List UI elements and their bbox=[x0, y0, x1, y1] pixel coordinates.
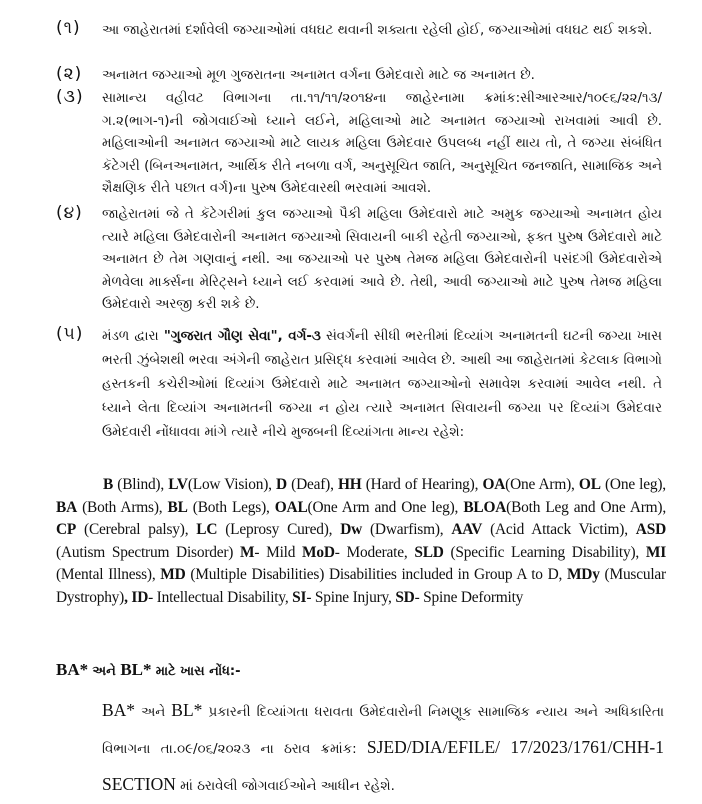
item-text: અનામત જગ્યાઓ મૂળ ગુજરાતના અનામત વર્ગના ઉમેદવારો માટે જ અનામત છે. bbox=[102, 68, 535, 83]
item-text-lead: મંડળ દ્વારા bbox=[102, 329, 164, 344]
disability-code: OL bbox=[578, 476, 601, 493]
disability-code: OA bbox=[482, 476, 506, 493]
item-number: (૨) bbox=[56, 64, 83, 84]
disability-desc: - Intellectual Disability, bbox=[148, 588, 293, 606]
disability-desc: (Hard of Hearing), bbox=[361, 476, 483, 493]
disability-desc: (Specific Learning Disability), bbox=[443, 543, 646, 561]
disability-code: M bbox=[240, 543, 255, 561]
service-name: "ગુજરાત ગૌણ સેવા", વર્ગ-૩ bbox=[163, 329, 321, 344]
note-title-part: BL* bbox=[120, 660, 156, 679]
disability-code: SLD bbox=[414, 543, 444, 561]
disability-desc: (Multiple Disabilities) Disabilities included in Group A to D, bbox=[185, 566, 567, 584]
item-text: જાહેરાતમાં જે તે કૅટેગરીમાં કુલ જગ્યાઓ પૈકી મહિલા ઉમેદવારો માટે અમુક જગ્યાઓ અનામત હોય ત્યારે મહિલા ઉમેદવારોની અનામત જગ્યાઓ સિવાયની બાકી રહેતી જગ્યાઓ, ફક્ત પુરુષ ઉમેદવારો માટે અનામત છે તેમ ગણવાનું નથી. આ જગ્યાઓ પર પુરુષ તેમજ મહિલા ઉમેદવારોની પસંદગી ઉમેદવારોએ મેળવેલા માર્ક્સના મેરિટ્સને ધ્યાને લઈ કરવામાં આવે છે. તેથી, આવી જગ્યાઓ માટે પુરુષ તેમજ મહિલા ઉમેદવારો અરજી કરી શકે છે. bbox=[102, 207, 662, 312]
disability-desc: (Acid Attack Victim), bbox=[482, 521, 636, 539]
item-text: સામાન્ય વહીવટ વિભાગના તા.૧૧/૧૧/૨૦૧૪ના જાહેરનામા ક્રમાંક:સીઆરઆર/૧૦૯૬/૨૨/૧૩/ગ.૨(ભાગ-૧)ની જોગવાઈઓ ધ્યાને લઈને, મહિલાઓ માટે અનામત જગ્યાઓ રાખવામાં આવી છે. મહિલાઓની અનામત જગ્યાઓ માટે લાયક મહિલા ઉમેદવાર ઉપલબ્ધ નહીં થાય તો, તે જગ્યા સંબંધિત કૅટેગરી (બિનઅનામત, આર્થિક રીતે નબળા વર્ગ, અનુસૂચિત જાતિ, અનુસૂચિત જનજાતિ, સામાજિક અને શૈક્ષણિક રીતે પછાત વર્ગ)ના પુરુષ ઉમેદવારથી ભરવામાં આવશે. bbox=[102, 91, 662, 196]
disability-desc: (Autism Spectrum Disorder) bbox=[56, 543, 241, 561]
disability-desc: - Mild bbox=[254, 543, 303, 561]
special-note-heading bbox=[56, 660, 240, 680]
disability-desc: (Blind), bbox=[113, 476, 169, 493]
disability-desc: (Cerebral palsy), bbox=[76, 521, 197, 539]
disability-desc: (Muscular Dystrophy) bbox=[56, 566, 666, 606]
special-note-body bbox=[102, 693, 664, 804]
disability-desc: (Deaf), bbox=[286, 476, 338, 493]
disability-code: B bbox=[103, 476, 114, 493]
disability-desc: (One leg), bbox=[600, 476, 666, 493]
note-title-part: માટે ખાસ નોંધ:- bbox=[155, 664, 241, 679]
disability-code: Dw bbox=[340, 521, 363, 539]
disability-list bbox=[56, 474, 666, 610]
disability-code: SD bbox=[395, 588, 415, 606]
disability-code: HH bbox=[337, 476, 362, 493]
disability-code: MoD bbox=[302, 543, 335, 561]
disability-desc: (Leprosy Cured), bbox=[217, 521, 341, 539]
disability-desc: (Dwarfism), bbox=[362, 521, 452, 539]
item-text bbox=[102, 325, 662, 445]
disability-desc: - Moderate, bbox=[334, 543, 415, 561]
note-body-part: માં ઠરાવેલી જોગવાઈઓને આધીન રહેશે. bbox=[175, 779, 395, 794]
disability-code: BL bbox=[167, 498, 188, 516]
item-number: (૧) bbox=[56, 18, 81, 38]
disability-desc: (Low Vision), bbox=[187, 476, 277, 493]
note-title-part: BA* bbox=[56, 660, 93, 679]
disability-code: MD bbox=[160, 566, 186, 584]
resolution-number: SJED/DIA/EFILE/ 17/2023/1761/CHH-1 SECTION bbox=[102, 737, 664, 794]
disability-code: BLOA bbox=[463, 498, 507, 516]
item-number: (૫) bbox=[56, 324, 84, 344]
disability-code: D bbox=[276, 476, 287, 493]
note-body-part: અને bbox=[135, 705, 172, 720]
disability-desc: - Spine Injury, bbox=[306, 588, 396, 606]
disability-code: ASD bbox=[635, 521, 666, 539]
disability-code: MI bbox=[645, 543, 667, 561]
note-title-part: અને bbox=[92, 664, 121, 679]
disability-desc: (One Arm and One leg), bbox=[307, 498, 464, 516]
disability-code: CP bbox=[56, 521, 77, 539]
disability-code: , ID bbox=[124, 588, 149, 606]
note-body-part: BA* bbox=[102, 700, 136, 720]
disability-desc: (Both Leg and One Arm), bbox=[506, 498, 666, 516]
disability-desc: (One Arm), bbox=[505, 476, 579, 493]
note-body-part: પ્રકારની દિવ્યાંગતા ધરાવતા ઉમેદવારોની નિમણૂક સામાજિક ન્યાય અને અધિકારિતા વિભાગના તા.૦૯/૦૬/૨૦૨૩ ના ઠરાવ ક્રમાંક: bbox=[102, 705, 665, 757]
disability-desc: (Both Arms), bbox=[76, 498, 168, 516]
item-text: આ જાહેરાતમાં દર્શાવેલી જગ્યાઓમાં વધઘટ થવાની શક્યતા રહેલી હોઈ, જગ્યાઓમાં વધઘટ થઈ શકશે. bbox=[102, 23, 653, 38]
disability-code: OAL bbox=[274, 498, 308, 516]
disability-code: LV bbox=[168, 476, 188, 493]
disability-code: LC bbox=[196, 521, 218, 539]
item-number: (૪) bbox=[56, 203, 83, 223]
note-body-part: BL* bbox=[171, 700, 203, 720]
disability-code: MDy bbox=[566, 566, 600, 584]
disability-code: SI bbox=[292, 588, 307, 606]
disability-code: AAV bbox=[451, 521, 483, 539]
item-number: (૩) bbox=[56, 87, 84, 107]
item-text-rest: સંવર્ગની સીધી ભરતીમાં દિવ્યાંગ અનામતની ઘટની જગ્યા ખાસ ભરતી ઝુંબેશથી ભરવા અંગેની જાહેરાત પ્રસિદ્ધ કરવામાં આવેલ છે. આથી આ જાહેરાતમાં કેટલાક વિભાગો હસ્તકની કચેરીઓમાં દિવ્યાંગ ઉમેદવારો માટે અનામત જગ્યાઓનો સમાવેશ કરવામાં આવેલ નથી. તે ધ્યાને લેતા દિવ્યાંગ અનામતની જગ્યા ન હોય ત્યારે અનામત સિવાયની જગ્યા પર દિવ્યાંગ ઉમેદવાર ઉમેદવારી નોંધાવવા માંગે ત્યારે નીચે મુજબની દિવ્યાંગતા માન્ય રહેશે: bbox=[102, 329, 662, 440]
disability-desc: (Both Legs), bbox=[187, 498, 275, 516]
disability-code: BA bbox=[56, 498, 77, 516]
disability-desc: (Mental Illness), bbox=[56, 566, 161, 584]
disability-desc: - Spine Deformity bbox=[414, 588, 524, 606]
